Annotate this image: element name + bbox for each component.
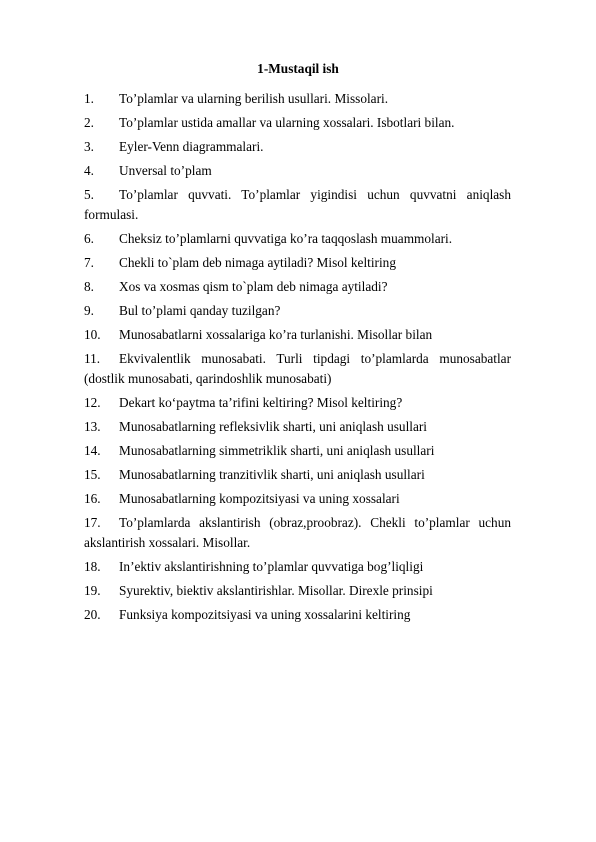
list-item-number: 13. — [84, 419, 101, 434]
list-item-text: Munosabatlarning simmetriklik sharti, uni aniqlash usullari — [119, 443, 435, 458]
list-item-number: 2. — [84, 115, 94, 130]
list-item — [84, 325, 511, 345]
list-item-text: Syurektiv, biektiv akslantirishlar. Misollar. Direxle prinsipi — [119, 583, 433, 598]
list-item-number: 8. — [84, 279, 94, 294]
list-item-text: Munosabatlarni xossalariga ko’ra turlanishi. Misollar bilan — [119, 327, 433, 342]
list-item-text: Dekart ko‘paytma ta’rifini keltiring? Misol keltiring? — [119, 395, 403, 410]
list-item — [84, 441, 511, 461]
list-item-text: Munosabatlarning refleksivlik sharti, uni aniqlash usullari — [119, 419, 427, 434]
list-item — [84, 417, 511, 437]
list-item — [84, 513, 511, 553]
list-item-text: Munosabatlarning tranzitivlik sharti, uni aniqlash usullari — [119, 467, 425, 482]
list-item-text: To’plamlarda akslantirish (obraz,proobraz). Chekli to’plamlar uchun akslantirish xossalari. Misollar. — [84, 515, 511, 550]
list-item — [84, 161, 511, 181]
list-item-number: 4. — [84, 163, 94, 178]
numbered-list — [84, 89, 511, 625]
list-item-number: 18. — [84, 559, 101, 574]
list-item — [84, 113, 511, 133]
list-item — [84, 349, 511, 389]
list-item-number: 7. — [84, 255, 94, 270]
list-item-text: Ekvivalentlik munosabati. Turli tipdagi to’plamlarda munosabatlar (dostlik munosabati, qarindoshlik munosabati) — [84, 351, 511, 386]
list-item-number: 3. — [84, 139, 94, 154]
list-item-number: 11. — [84, 351, 101, 366]
list-item-number: 19. — [84, 583, 101, 598]
list-item-text: In’ektiv akslantirishning to’plamlar quvvatiga bog’liqligi — [119, 559, 424, 574]
list-item-text: Unversal to’plam — [119, 163, 212, 178]
list-item — [84, 253, 511, 273]
list-item-text: Cheksiz to’plamlarni quvvatiga ko’ra taqqoslash muammolari. — [119, 231, 453, 246]
list-item-text: Munosabatlarning kompozitsiyasi va uning xossalari — [119, 491, 400, 506]
list-item-number: 9. — [84, 303, 94, 318]
list-item-number: 14. — [84, 443, 101, 458]
page-title: 1-Mustaqil ish — [257, 61, 339, 76]
list-item — [84, 185, 511, 225]
list-item-number: 15. — [84, 467, 101, 482]
list-item-text: To’plamlar va ularning berilish usullari. Missolari. — [119, 91, 389, 106]
list-item-number: 17. — [84, 515, 101, 530]
list-item — [84, 137, 511, 157]
list-item — [84, 89, 511, 109]
list-item-text: To’plamlar ustida amallar va ularning xossalari. Isbotlari bilan. — [119, 115, 455, 130]
list-item-number: 10. — [84, 327, 101, 342]
list-item-number: 6. — [84, 231, 94, 246]
list-item-number: 1. — [84, 91, 94, 106]
list-item — [84, 277, 511, 297]
list-item-number: 5. — [84, 187, 94, 202]
list-item-text: Bul to’plami qanday tuzilgan? — [119, 303, 281, 318]
list-item-number: 20. — [84, 607, 101, 622]
list-item-text: Eyler-Venn diagrammalari. — [119, 139, 264, 154]
list-item-text: Chekli to`plam deb nimaga aytiladi? Misol keltiring — [119, 255, 396, 270]
list-item — [84, 557, 511, 577]
list-item-text: Xos va xosmas qism to`plam deb nimaga aytiladi? — [119, 279, 388, 294]
list-item-number: 16. — [84, 491, 101, 506]
list-item — [84, 393, 511, 413]
list-item-text: Funksiya kompozitsiyasi va uning xossalarini keltiring — [119, 607, 411, 622]
list-item — [84, 229, 511, 249]
list-item — [84, 301, 511, 321]
list-item-number: 12. — [84, 395, 101, 410]
list-item — [84, 489, 511, 509]
list-item — [84, 605, 511, 625]
list-item — [84, 465, 511, 485]
list-item-text: To’plamlar quvvati. To’plamlar yigindisi uchun quvvatni aniqlash formulasi. — [84, 187, 511, 222]
list-item — [84, 581, 511, 601]
